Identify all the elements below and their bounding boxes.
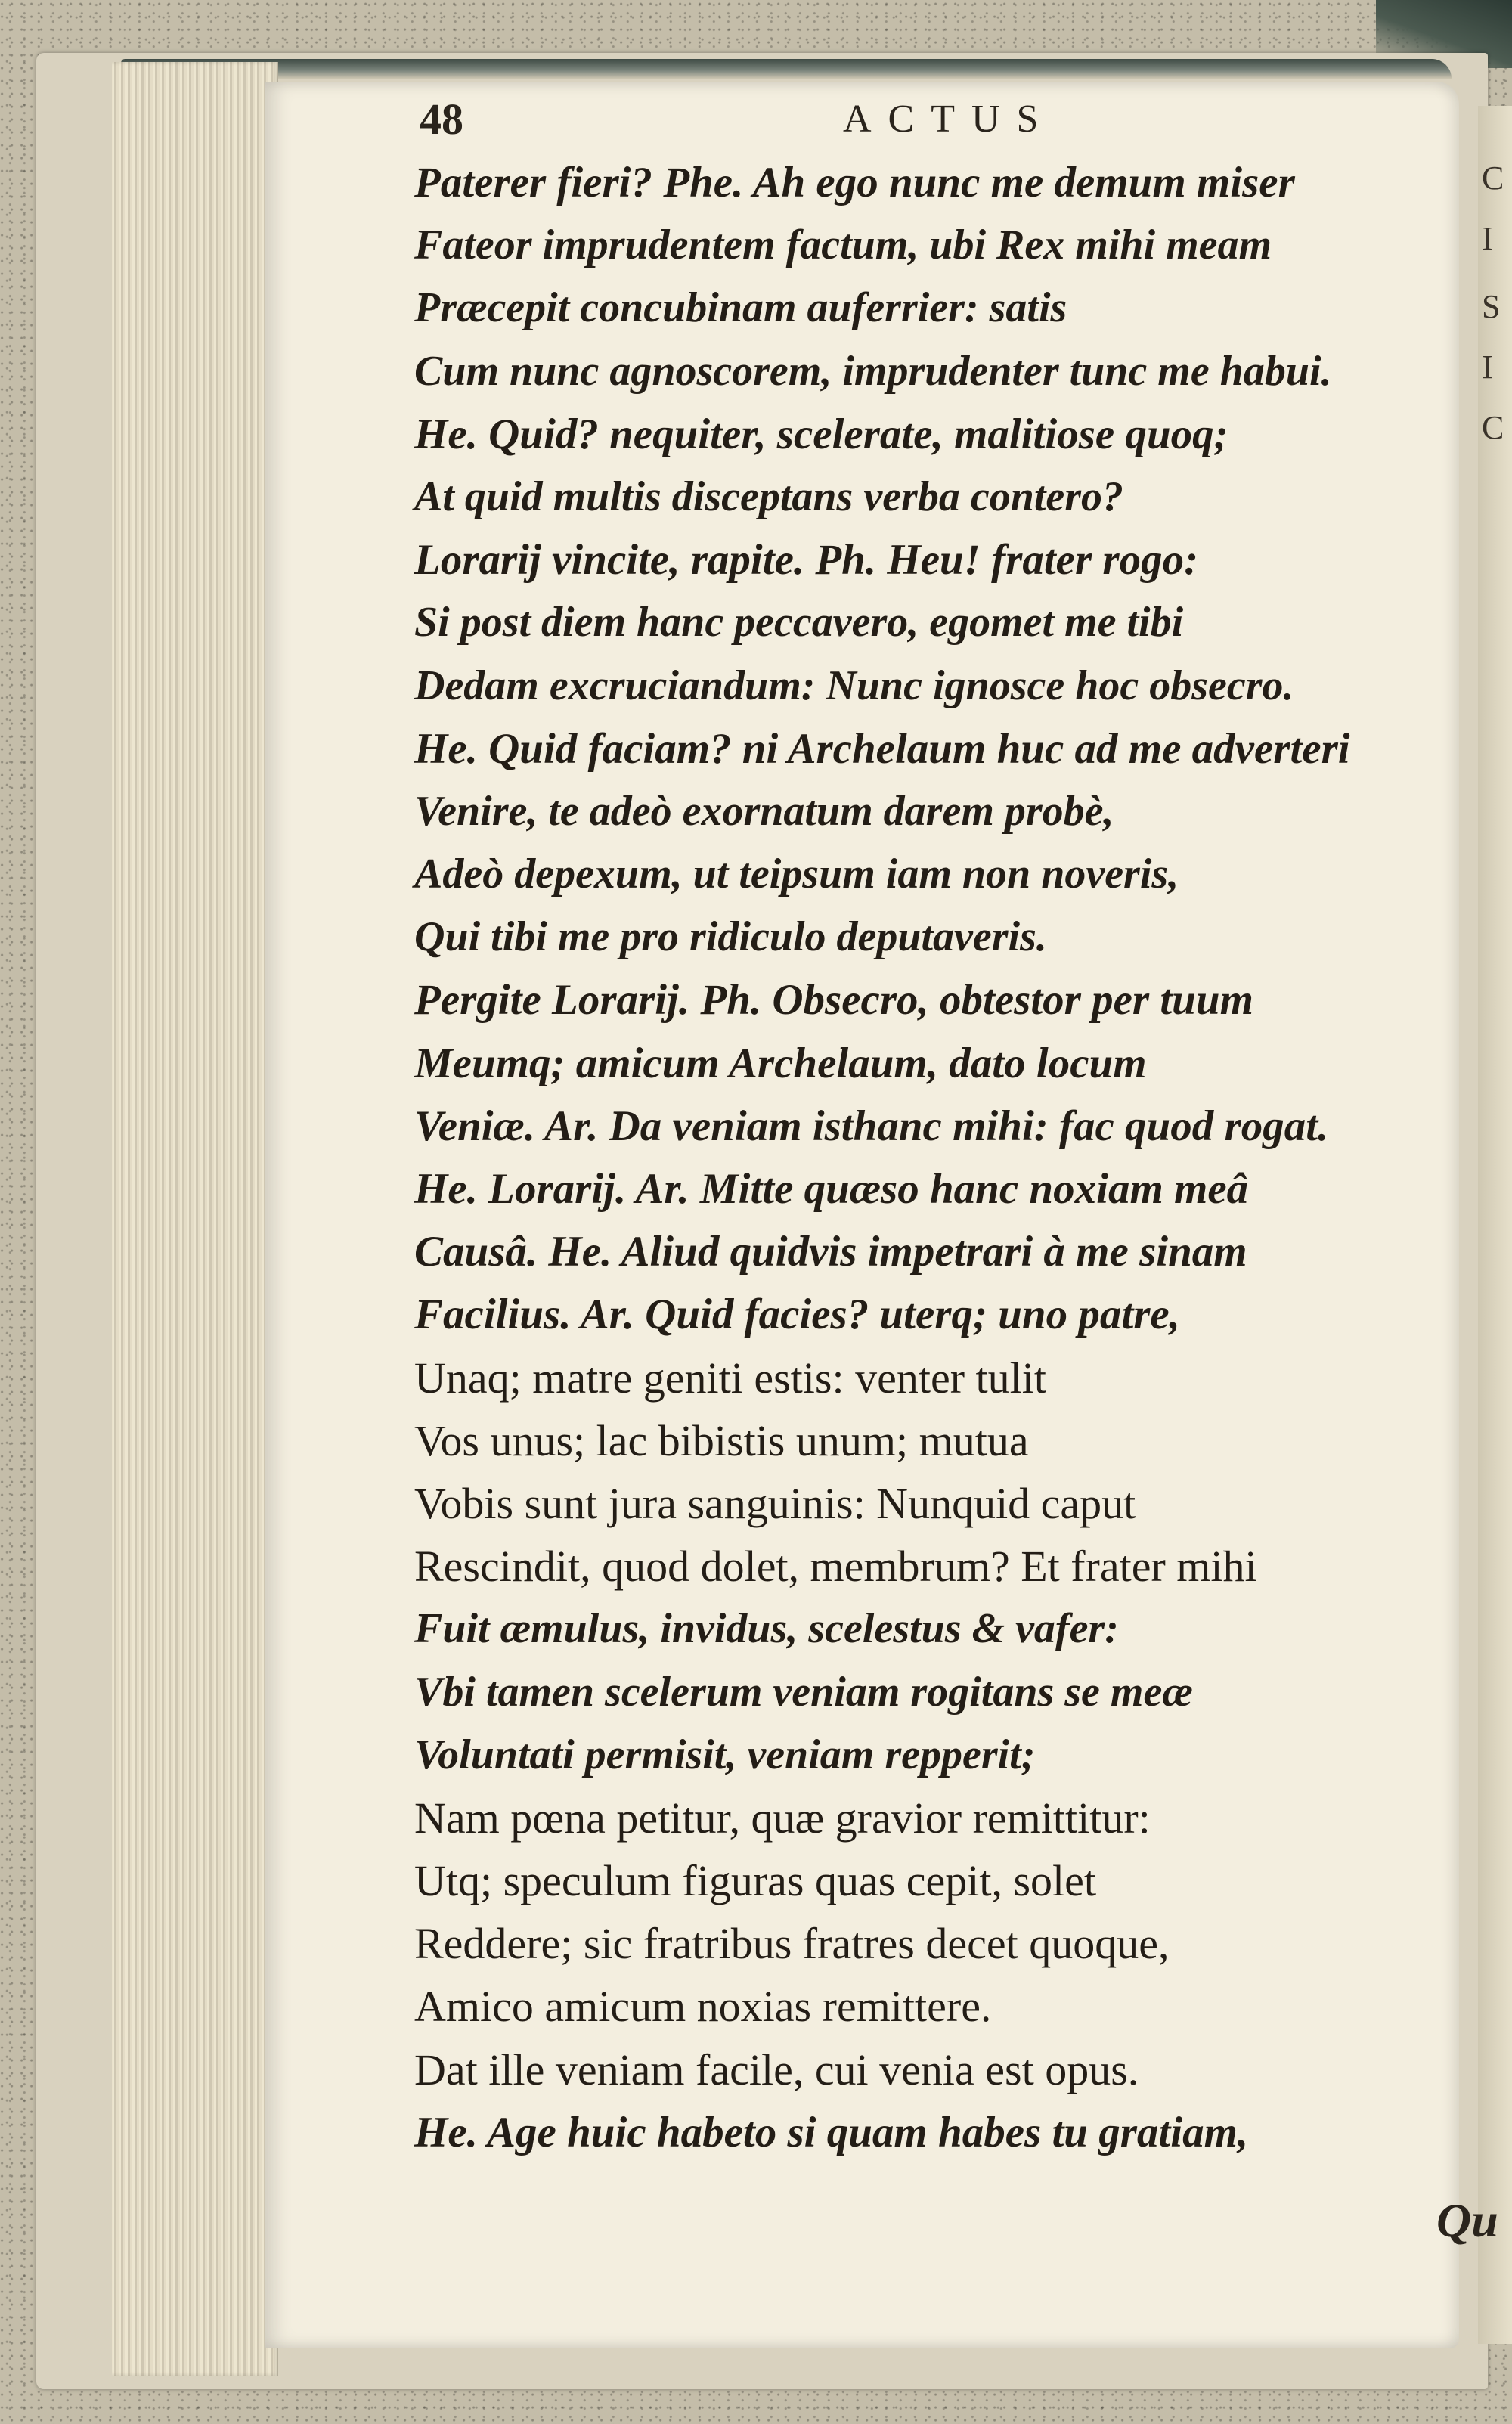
verse-line: He. Age huic habeto si quam habes tu gratiam, [414, 2108, 1249, 2156]
verse-line: He. Quid faciam? ni Archelaum huc ad me adverteri [414, 724, 1350, 773]
verse-line: Vobis sunt jura sanguinis: Nunquid caput [414, 1478, 1136, 1528]
verse-line: Causâ. He. Aliud quidvis impetrari à me sinam [414, 1228, 1247, 1276]
verse-line: Fuit æmulus, invidus, scelestus & vafer: [414, 1605, 1119, 1653]
page-stack-edges [112, 62, 278, 2376]
verse-line: Veniæ. Ar. Da veniam isthanc mihi: fac quod rogat. [414, 1102, 1329, 1150]
verse-line: Dat ille veniam facile, cui venia est opus. [414, 2044, 1139, 2094]
verse-line: Si post diem hanc peccavero, egomet me tibi [414, 599, 1184, 646]
facing-page-glyph: I [1482, 349, 1493, 386]
verse-line: Voluntati permisit, veniam repperit; [414, 1731, 1036, 1778]
verse-line: Vbi tamen scelerum veniam rogitans se meæ [414, 1668, 1193, 1716]
verse-line: Vos unus; lac bibistis unum; mutua [414, 1415, 1029, 1465]
verse-line: Nam pœna petitur, quæ gravior remittitur: [414, 1793, 1151, 1843]
page-header [420, 94, 1402, 147]
verse-line: Venire, te adeò exornatum darem probè, [414, 787, 1114, 835]
verse-line: Rescindit, quod dolet, membrum? Et frater mihi [414, 1542, 1257, 1592]
verse-line: Dedam excruciandum: Nunc ignosce hoc obsecro. [414, 662, 1294, 709]
verse-line: Pergite Lorarij. Ph. Obsecro, obtestor per tuum [414, 976, 1253, 1024]
verse-line: Adeò depexum, ut teipsum iam non noveris, [414, 851, 1179, 898]
verse-line: Utq; speculum figuras quas cepit, solet [414, 1856, 1097, 1906]
verse-line: He. Quid? nequiter, scelerate, malitiose quoq; [414, 410, 1228, 458]
verse-line: Paterer fieri? Phe. Ah ego nunc me demum miser [414, 159, 1295, 206]
verse-line: Qui tibi me pro ridiculo deputaveris. [414, 913, 1047, 961]
verse-line: Facilius. Ar. Quid facies? uterq; uno patre, [414, 1291, 1180, 1339]
verse-line: Meumq; amicum Archelaum, dato locum [414, 1039, 1147, 1087]
facing-page-glyph: C [1482, 409, 1504, 446]
verse-line: At quid multis disceptans verba contero? [414, 473, 1124, 520]
verse-line: Præcepit concubinam auferrier: satis [414, 284, 1067, 332]
book-top-edge [121, 59, 1452, 79]
running-title: ACTUS [843, 98, 1055, 141]
facing-page-glyph: I [1482, 220, 1493, 257]
verse-line: He. Lorarij. Ar. Mitte quæso hanc noxiam meâ [414, 1165, 1249, 1213]
catchword: Qu [1436, 2193, 1498, 2247]
verse-line: Amico amicum noxias remittere. [414, 1982, 992, 2032]
verse-line: Reddere; sic fratribus fratres decet quoque, [414, 1919, 1170, 1969]
verse-line: Lorarij vincite, rapite. Ph. Heu! frater rogo: [414, 536, 1199, 584]
facing-page-glyph: S [1482, 288, 1501, 325]
facing-page-glyph: C [1482, 160, 1504, 197]
verse-line: Fateor imprudentem factum, ubi Rex mihi meam [414, 222, 1272, 269]
verse-line: Unaq; matre geniti estis: venter tulit [414, 1353, 1046, 1403]
page-number: 48 [420, 95, 463, 144]
verse-line: Cum nunc agnoscorem, imprudenter tunc me habui. [414, 347, 1332, 395]
verse-text [414, 151, 1465, 2164]
